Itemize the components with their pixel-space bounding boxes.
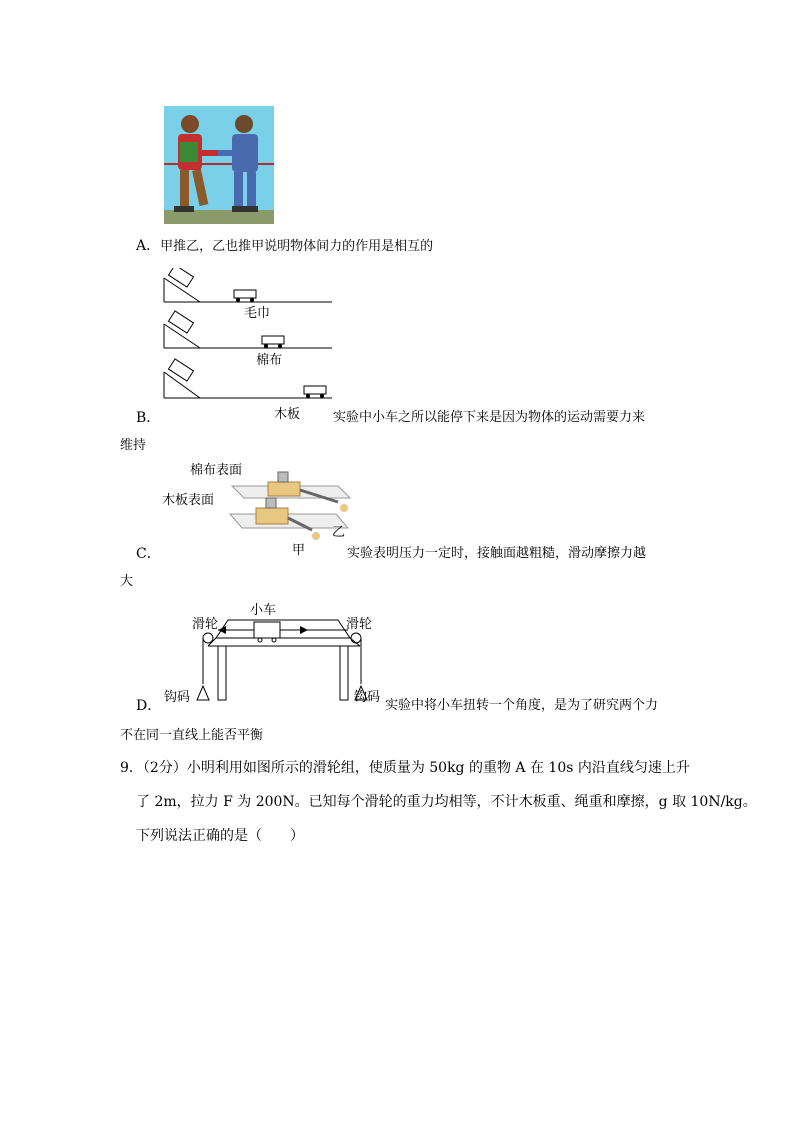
- surface-label-cotton-c: 棉布表面: [190, 463, 243, 478]
- option-b-letter: B．: [136, 410, 161, 426]
- option-d-text-line1: 实验中将小车扭转一个角度，是为了研究两个力: [385, 698, 659, 713]
- question-9-line3: 下列说法正确的是（ ）: [136, 828, 304, 844]
- option-a-caption-right: 说明物体间力的作用是相互的: [264, 239, 434, 254]
- label-weight-right: 钩码: [354, 690, 381, 705]
- label-pulley-left: 滑轮: [192, 617, 219, 632]
- option-b-text-line2: 维持: [120, 438, 147, 453]
- surface-label-wood: 木板: [274, 407, 301, 422]
- question-9-line1: 9．（2分）小明利用如图所示的滑轮组，使质量为 50kg 的重物 A 在 10s 内沿直线匀速上升: [120, 760, 690, 776]
- option-d-text-line2: 不在同一直线上能否平衡: [120, 728, 264, 743]
- option-a-figure: [164, 106, 274, 224]
- children-pushing-illustration: [164, 106, 274, 224]
- option-c-figure: [160, 458, 360, 566]
- option-a-letter: A．: [136, 238, 161, 254]
- option-b-figure: [160, 268, 336, 424]
- label-yi: 乙: [332, 525, 346, 540]
- surface-label-wood-c: 木板表面: [162, 493, 215, 508]
- incline-cart-diagram: [160, 268, 336, 424]
- option-c-letter: C．: [136, 546, 161, 562]
- surface-label-towel: 毛巾: [244, 306, 271, 321]
- friction-experiment-diagram: [160, 458, 360, 566]
- option-a-line: [136, 236, 433, 257]
- label-pulley-right: 滑轮: [346, 617, 373, 632]
- option-a-caption-left: 甲推乙，乙也推甲: [160, 239, 265, 254]
- label-jia: 甲: [292, 543, 306, 558]
- option-c-text-line1: 实验表明压力一定时，接触面越粗糙，滑动摩擦力越: [347, 546, 647, 561]
- label-weight-left: 钩码: [164, 690, 191, 705]
- option-c-text-line2: 大: [120, 574, 134, 589]
- label-car: 小车: [250, 603, 277, 618]
- question-9-line2: 了 2m，拉力 F 为 200N。已知每个滑轮的重力均相等，不计木板重、绳重和摩擦，g 取 10N/kg。: [136, 794, 757, 810]
- option-b-text-line1: 实验中小车之所以能停下来是因为物体的运动需要力来: [333, 410, 646, 425]
- option-d-letter: D．: [136, 698, 162, 714]
- surface-label-cotton: 棉布: [256, 353, 283, 368]
